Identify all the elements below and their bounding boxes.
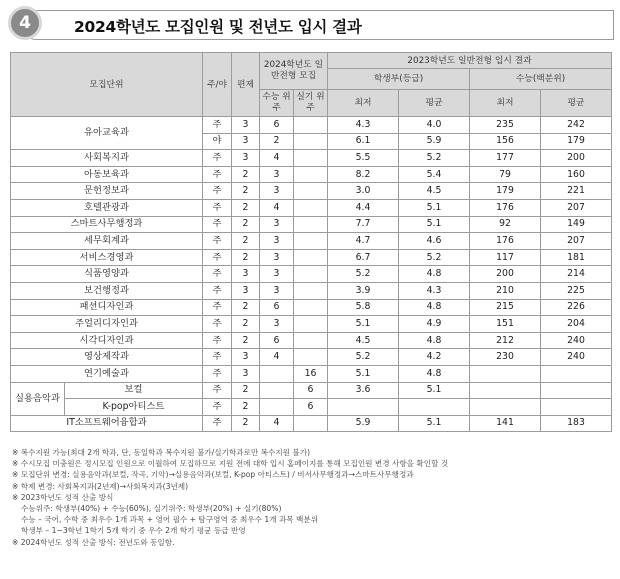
ratio-cell: 2	[232, 233, 260, 250]
csat-count-cell: 6	[260, 117, 294, 134]
ratio-cell: 3	[232, 150, 260, 167]
day-evening-cell: 주	[203, 299, 232, 316]
csat-count-cell: 3	[260, 249, 294, 266]
table-row	[11, 399, 612, 416]
school-avg-cell: 4.2	[399, 349, 470, 366]
unit-name-cell: 식품영양과	[11, 266, 203, 283]
suneung-min-cell	[470, 382, 541, 399]
header-ratio: 편제	[232, 53, 260, 117]
csat-count-cell: 4	[260, 150, 294, 167]
note: ※ 수시모집 미충원은 정시모집 인원으로 이월하여 모집하므로 지원 전에 대학 입시 홈페이지를 통해 모집인원 변경 사항을 확인할 것	[12, 459, 449, 469]
header-avg: 평균	[541, 90, 612, 117]
unit-name-cell: K-pop아티스트	[65, 399, 203, 416]
table-row	[11, 216, 612, 233]
csat-count-cell	[260, 365, 294, 382]
table-row	[11, 266, 612, 283]
ratio-cell: 2	[232, 199, 260, 216]
school-min-cell: 8.2	[328, 166, 399, 183]
header-min: 최저	[470, 90, 541, 117]
suneung-min-cell: 177	[470, 150, 541, 167]
header-2023-results: 2023학년도 일반전형 입시 결과	[328, 53, 612, 69]
csat-count-cell: 4	[260, 415, 294, 432]
school-avg-cell: 4.9	[399, 316, 470, 333]
csat-count-cell: 3	[260, 183, 294, 200]
school-min-cell: 3.0	[328, 183, 399, 200]
school-min-cell	[328, 399, 399, 416]
ratio-cell: 2	[232, 249, 260, 266]
unit-group-cell: 실용음악과	[11, 382, 65, 415]
suneung-min-cell	[470, 399, 541, 416]
unit-name-cell: IT소프트웨어융합과	[11, 415, 203, 432]
header-min: 최저	[328, 90, 399, 117]
ratio-cell: 2	[232, 183, 260, 200]
table-row	[11, 150, 612, 167]
header-suneung: 수능(백분위)	[470, 69, 612, 90]
ratio-cell: 3	[232, 282, 260, 299]
table-row	[11, 117, 612, 134]
suneung-avg-cell: 207	[541, 233, 612, 250]
school-min-cell: 3.9	[328, 282, 399, 299]
table-row	[11, 233, 612, 250]
day-evening-cell: 야	[203, 133, 232, 150]
ratio-cell: 2	[232, 299, 260, 316]
unit-name-cell: 시각디자인과	[11, 332, 203, 349]
csat-count-cell	[260, 399, 294, 416]
school-min-cell: 5.2	[328, 349, 399, 366]
day-evening-cell: 주	[203, 266, 232, 283]
practical-count-cell	[294, 282, 328, 299]
school-avg-cell: 4.3	[399, 282, 470, 299]
ratio-cell: 2	[232, 216, 260, 233]
unit-name-cell: 연기예술과	[11, 365, 203, 382]
unit-name-cell: 문헌정보과	[11, 183, 203, 200]
unit-name-cell: 보컬	[65, 382, 203, 399]
header-csat-based: 수능 위주	[260, 90, 294, 117]
unit-name-cell: 유아교육과	[11, 117, 203, 150]
table-row	[11, 349, 612, 366]
school-avg-cell: 4.5	[399, 183, 470, 200]
school-avg-cell: 5.1	[399, 216, 470, 233]
school-min-cell: 4.5	[328, 332, 399, 349]
unit-name-cell: 세무회계과	[11, 233, 203, 250]
section-title: 2024학년도 모집인원 및 전년도 입시 결과	[74, 18, 362, 36]
suneung-min-cell: 179	[470, 183, 541, 200]
note: ※ 2024학년도 성적 산출 방식: 전년도와 동일함.	[12, 537, 175, 547]
practical-count-cell	[294, 216, 328, 233]
unit-name-cell: 아동보육과	[11, 166, 203, 183]
practical-count-cell	[294, 233, 328, 250]
unit-name-cell: 패션디자인과	[11, 299, 203, 316]
day-evening-cell: 주	[203, 332, 232, 349]
suneung-avg-cell	[541, 382, 612, 399]
day-evening-cell: 주	[203, 415, 232, 432]
ratio-cell: 3	[232, 117, 260, 134]
day-evening-cell: 주	[203, 399, 232, 416]
school-min-cell: 7.7	[328, 216, 399, 233]
school-avg-cell: 5.1	[399, 382, 470, 399]
admission-table	[10, 52, 612, 432]
table-row	[11, 282, 612, 299]
school-avg-cell: 5.2	[399, 150, 470, 167]
header-avg: 평균	[399, 90, 470, 117]
suneung-avg-cell: 160	[541, 166, 612, 183]
csat-count-cell: 3	[260, 316, 294, 333]
practical-count-cell	[294, 249, 328, 266]
ratio-cell: 2	[232, 316, 260, 333]
csat-count-cell: 3	[260, 166, 294, 183]
day-evening-cell: 주	[203, 282, 232, 299]
unit-name-cell: 영상제작과	[11, 349, 203, 366]
suneung-min-cell: 176	[470, 233, 541, 250]
school-min-cell: 5.2	[328, 266, 399, 283]
practical-count-cell	[294, 349, 328, 366]
suneung-avg-cell: 204	[541, 316, 612, 333]
csat-count-cell: 3	[260, 282, 294, 299]
school-min-cell: 4.3	[328, 117, 399, 134]
practical-count-cell	[294, 316, 328, 333]
header-practical-based: 실기 위주	[294, 90, 328, 117]
day-evening-cell: 주	[203, 150, 232, 167]
table-row	[11, 382, 612, 399]
suneung-avg-cell: 183	[541, 415, 612, 432]
table-row	[11, 249, 612, 266]
suneung-avg-cell: 240	[541, 332, 612, 349]
suneung-avg-cell	[541, 399, 612, 416]
day-evening-cell: 주	[203, 233, 232, 250]
school-avg-cell: 5.2	[399, 249, 470, 266]
practical-count-cell	[294, 133, 328, 150]
practical-count-cell: 6	[294, 382, 328, 399]
school-avg-cell: 5.1	[399, 415, 470, 432]
school-min-cell: 5.9	[328, 415, 399, 432]
school-avg-cell: 4.8	[399, 365, 470, 382]
school-avg-cell: 4.8	[399, 332, 470, 349]
practical-count-cell	[294, 266, 328, 283]
suneung-avg-cell: 214	[541, 266, 612, 283]
csat-count-cell	[260, 382, 294, 399]
school-min-cell: 4.7	[328, 233, 399, 250]
school-avg-cell: 4.0	[399, 117, 470, 134]
csat-count-cell: 6	[260, 332, 294, 349]
note: 수능 – 국어, 수학 중 최우수 1개 과목 + 영어 필수 + 탐구영역 중 최우수 1개 과목 백분위	[21, 515, 319, 525]
school-avg-cell: 5.4	[399, 166, 470, 183]
csat-count-cell: 2	[260, 133, 294, 150]
ratio-cell: 2	[232, 415, 260, 432]
day-evening-cell: 주	[203, 183, 232, 200]
day-evening-cell: 주	[203, 349, 232, 366]
practical-count-cell: 16	[294, 365, 328, 382]
day-evening-cell: 주	[203, 382, 232, 399]
suneung-min-cell: 141	[470, 415, 541, 432]
suneung-min-cell: 79	[470, 166, 541, 183]
practical-count-cell	[294, 199, 328, 216]
day-evening-cell: 주	[203, 249, 232, 266]
header-unit: 모집단위	[11, 53, 203, 117]
csat-count-cell: 4	[260, 199, 294, 216]
ratio-cell: 3	[232, 365, 260, 382]
suneung-min-cell: 230	[470, 349, 541, 366]
day-evening-cell: 주	[203, 216, 232, 233]
day-evening-cell: 주	[203, 316, 232, 333]
csat-count-cell: 4	[260, 349, 294, 366]
suneung-min-cell: 200	[470, 266, 541, 283]
unit-name-cell: 서비스경영과	[11, 249, 203, 266]
school-avg-cell	[399, 399, 470, 416]
unit-name-cell: 사회복지과	[11, 150, 203, 167]
practical-count-cell	[294, 415, 328, 432]
ratio-cell: 2	[232, 382, 260, 399]
note: 수능위주: 학생부(40%) + 수능(60%), 실기위주: 학생부(20%) + 실기(80%)	[21, 504, 282, 514]
csat-count-cell: 3	[260, 233, 294, 250]
practical-count-cell	[294, 117, 328, 134]
suneung-min-cell: 176	[470, 199, 541, 216]
header-school-record: 학생부(등급)	[328, 69, 470, 90]
note: ※ 2023학년도 성적 산출 방식	[12, 492, 114, 502]
school-min-cell: 3.6	[328, 382, 399, 399]
table-row	[11, 199, 612, 216]
table-row	[11, 166, 612, 183]
note: 학생부 – 1~3학년 1학기 5개 학기 중 우수 2개 학기 평균 등급 반영	[21, 526, 246, 536]
ratio-cell: 3	[232, 349, 260, 366]
suneung-avg-cell: 207	[541, 199, 612, 216]
unit-name-cell: 호텔관광과	[11, 199, 203, 216]
suneung-avg-cell: 181	[541, 249, 612, 266]
school-min-cell: 6.7	[328, 249, 399, 266]
suneung-min-cell: 92	[470, 216, 541, 233]
table-row	[11, 365, 612, 382]
suneung-min-cell: 117	[470, 249, 541, 266]
table-row	[11, 316, 612, 333]
csat-count-cell: 6	[260, 299, 294, 316]
section-number-badge: 4	[8, 6, 42, 40]
ratio-cell: 2	[232, 399, 260, 416]
ratio-cell: 2	[232, 166, 260, 183]
ratio-cell: 3	[232, 133, 260, 150]
school-avg-cell: 4.8	[399, 266, 470, 283]
header-day-evening: 주/야	[203, 53, 232, 117]
suneung-avg-cell	[541, 365, 612, 382]
suneung-min-cell	[470, 365, 541, 382]
suneung-min-cell: 235	[470, 117, 541, 134]
table-row	[11, 332, 612, 349]
unit-name-cell: 보건행정과	[11, 282, 203, 299]
practical-count-cell	[294, 332, 328, 349]
practical-count-cell	[294, 150, 328, 167]
ratio-cell: 3	[232, 266, 260, 283]
day-evening-cell: 주	[203, 199, 232, 216]
table-row	[11, 183, 612, 200]
note: ※ 모집단위 변경: 실용음악과(보컬, 작곡, 기악)→실용음악과(보컬, K-pop 아티스트) / 비서사무행정과→스마트사무행정과	[12, 470, 414, 480]
table-row	[11, 415, 612, 432]
practical-count-cell	[294, 299, 328, 316]
school-avg-cell: 4.6	[399, 233, 470, 250]
notes-section	[12, 447, 612, 548]
suneung-avg-cell: 225	[541, 282, 612, 299]
note: ※ 복수지원 가능(최대 2개 학과, 단, 동일학과 복수지원 불가/실기학과로만 복수지원 불가)	[12, 448, 311, 457]
school-avg-cell: 4.8	[399, 299, 470, 316]
suneung-min-cell: 212	[470, 332, 541, 349]
school-min-cell: 5.8	[328, 299, 399, 316]
suneung-avg-cell: 240	[541, 349, 612, 366]
note: ※ 학제 변경: 사회복지과(2년제)→사회복지과(3년제)	[12, 481, 189, 491]
ratio-cell: 2	[232, 332, 260, 349]
day-evening-cell: 주	[203, 365, 232, 382]
day-evening-cell: 주	[203, 117, 232, 134]
unit-name-cell: 스마트사무행정과	[11, 216, 203, 233]
school-min-cell: 5.1	[328, 316, 399, 333]
suneung-min-cell: 151	[470, 316, 541, 333]
suneung-min-cell: 215	[470, 299, 541, 316]
suneung-min-cell: 156	[470, 133, 541, 150]
suneung-avg-cell: 221	[541, 183, 612, 200]
suneung-avg-cell: 149	[541, 216, 612, 233]
school-min-cell: 6.1	[328, 133, 399, 150]
suneung-avg-cell: 200	[541, 150, 612, 167]
practical-count-cell	[294, 166, 328, 183]
csat-count-cell: 3	[260, 266, 294, 283]
school-min-cell: 5.1	[328, 365, 399, 382]
suneung-avg-cell: 179	[541, 133, 612, 150]
school-min-cell: 4.4	[328, 199, 399, 216]
school-avg-cell: 5.9	[399, 133, 470, 150]
csat-count-cell: 3	[260, 216, 294, 233]
suneung-min-cell: 210	[470, 282, 541, 299]
practical-count-cell	[294, 183, 328, 200]
section-header	[4, 6, 614, 42]
school-min-cell: 5.5	[328, 150, 399, 167]
school-avg-cell: 5.1	[399, 199, 470, 216]
practical-count-cell: 6	[294, 399, 328, 416]
unit-name-cell: 주얼리디자인과	[11, 316, 203, 333]
table-row	[11, 299, 612, 316]
suneung-avg-cell: 242	[541, 117, 612, 134]
suneung-avg-cell: 226	[541, 299, 612, 316]
header-2024-recruit: 2024학년도 일반전형 모집	[260, 53, 328, 90]
day-evening-cell: 주	[203, 166, 232, 183]
